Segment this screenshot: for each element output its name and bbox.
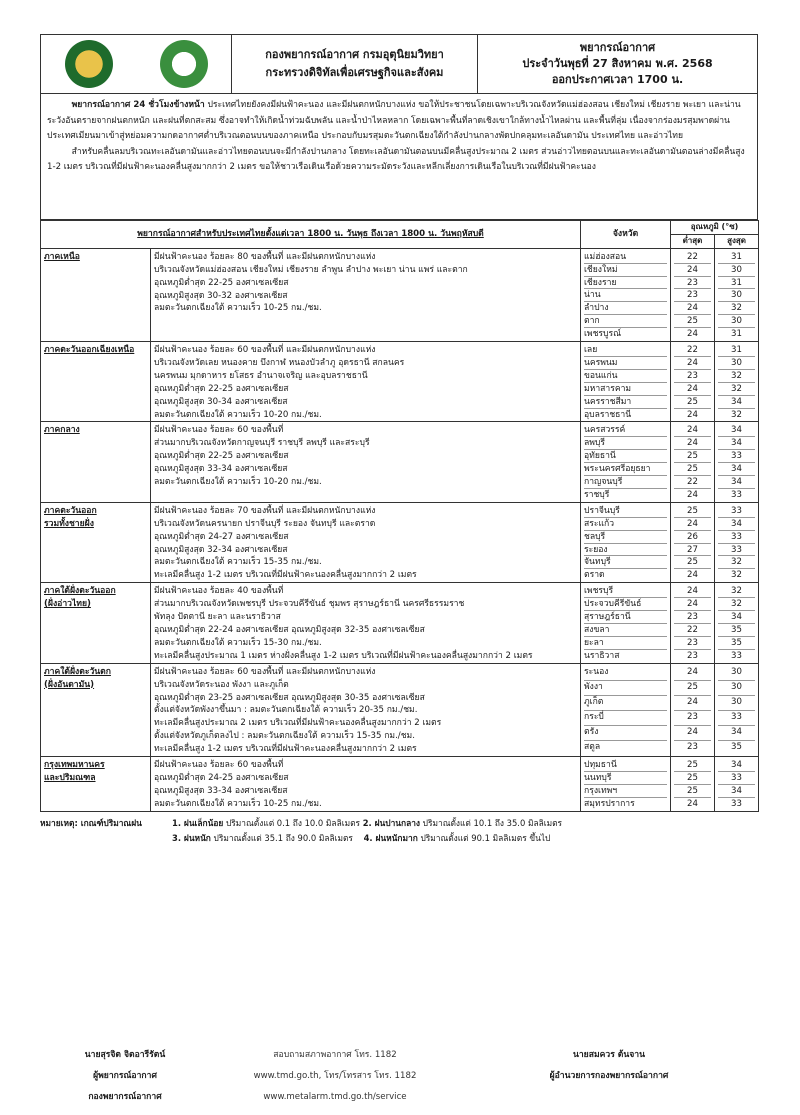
description-line: อุณหภูมิสูงสุด 33-34 องศาเซลเซียส <box>154 785 288 796</box>
max-temp: 32 <box>731 409 742 420</box>
province-name: ขอนแก่น <box>584 370 667 383</box>
director-title: ผู้อำนวยการกองพยากรณ์อากาศ <box>549 1071 669 1081</box>
min-temp: 22 <box>674 251 711 264</box>
description-line: อุณหภูมิต่ำสุด 24-25 องศาเซลเซียส <box>154 772 289 783</box>
max-temp: 34 <box>718 476 755 489</box>
director-signature <box>460 1045 758 1108</box>
max-temp: 32 <box>731 570 742 581</box>
min-temp: 24 <box>674 696 711 711</box>
province-name: ตาก <box>584 315 667 328</box>
description-line: มีฝนฟ้าคะนอง ร้อยละ 70 ของพื้นที่ และมีฝนตกหนักบางแห่ง <box>154 505 376 516</box>
min-temp: 23 <box>687 741 698 752</box>
min-temp: 25 <box>674 463 711 476</box>
min-temp: 24 <box>674 518 711 531</box>
max-temp: 32 <box>718 556 755 569</box>
description-line: อุณหภูมิต่ำสุด 22-24 องศาเซลเซียส อุณหภูมิสูงสุด 32-35 องศาเซลเซียส <box>154 624 425 635</box>
description-line: ทะเลมีคลื่นสูง 1-2 เมตร บริเวณที่มีฝนฟ้าคะนองคลื่นสูงมากกว่า 2 เมตร <box>154 570 417 581</box>
province-name: นครราชสีมา <box>584 396 667 409</box>
max-temp: 33 <box>718 544 755 557</box>
max-temp: 32 <box>718 598 755 611</box>
region-name-line: ภาคตะวันออกเฉียงเหนือ <box>44 345 135 356</box>
province-list <box>581 757 671 812</box>
min-temp: 23 <box>674 370 711 383</box>
min-temp: 25 <box>674 505 711 518</box>
region-name-line: ภาคใต้ฝั่งตะวันออก <box>44 586 116 597</box>
min-temp: 24 <box>674 357 711 370</box>
min-temp: 25 <box>674 785 711 798</box>
table-row <box>41 502 759 582</box>
min-temp: 25 <box>674 556 711 569</box>
summary-lead: พยากรณ์อากาศ 24 ชั่วโมงข้างหน้า <box>71 100 205 110</box>
min-temp-header: ต่ำสุด <box>671 234 715 248</box>
document-title: พยากรณ์อากาศ <box>579 41 656 54</box>
min-temp: 27 <box>674 544 711 557</box>
max-temp: 32 <box>718 585 755 598</box>
temperature-column-header: อุณหภูมิ (°ซ) <box>671 221 759 235</box>
description-line: ตั้งแต่จังหวัดภูเก็ตลงไป : ลมตะวันตกเฉียงใต้ ความเร็ว 15-35 กม./ชม. <box>154 731 415 742</box>
description-line: อุณหภูมิสูงสุด 30-32 องศาเซลเซียส <box>154 290 288 301</box>
description-line: มีฝนฟ้าคะนอง ร้อยละ 60 ของพื้นที่ และมีฝนตกหนักบางแห่ง <box>154 666 376 677</box>
min-temp: 24 <box>674 585 711 598</box>
min-temp: 25 <box>674 315 711 328</box>
province-name: กรุงเทพฯ <box>584 785 667 798</box>
min-temp: 23 <box>674 289 711 302</box>
org-name: กองพยากรณ์อากาศ กรมอุตุนิยมวิทยา <box>265 48 444 61</box>
note-item-4-title: 4. ฝนหนักมาก <box>363 832 418 843</box>
description-line: อุณหภูมิต่ำสุด 24-27 องศาเซลเซียส <box>154 531 289 542</box>
province-name: สงขลา <box>584 624 667 637</box>
max-temp-list <box>715 663 759 756</box>
min-temp: 24 <box>674 598 711 611</box>
min-temp: 25 <box>674 681 711 696</box>
min-temp: 25 <box>674 759 711 772</box>
max-temp-list <box>715 248 759 341</box>
province-name: ชลบุรี <box>584 531 667 544</box>
region-description <box>151 757 581 812</box>
max-temp: 33 <box>718 531 755 544</box>
table-body <box>41 248 759 811</box>
province-list <box>581 422 671 502</box>
province-name: จันทบุรี <box>584 556 667 569</box>
summary-paragraph-1 <box>47 98 751 145</box>
province-name: ประจวบคีรีขันธ์ <box>584 598 667 611</box>
region-description <box>151 502 581 582</box>
province-name: ลำปาง <box>584 302 667 315</box>
min-temp: 23 <box>674 611 711 624</box>
description-line: ลมตะวันตกเฉียงใต้ ความเร็ว 10-20 กม./ชม. <box>154 409 322 420</box>
province-name: สมุทรปราการ <box>584 798 635 809</box>
province-name: พระนครศรีอยุธยา <box>584 463 667 476</box>
description-line: บริเวณจังหวัดเลย หนองคาย บึงกาฬ หนองบัวลำภู อุดรธานี สกลนคร <box>154 357 405 368</box>
province-name: นครพนม <box>584 357 667 370</box>
province-name: ระนอง <box>584 666 667 681</box>
max-temp: 34 <box>718 396 755 409</box>
max-temp: 31 <box>718 251 755 264</box>
description-line: มีฝนฟ้าคะนอง ร้อยละ 40 ของพื้นที่ <box>154 586 284 597</box>
max-temp-list <box>715 422 759 502</box>
region-name-line: ภาคใต้ฝั่งตะวันตก <box>44 666 111 677</box>
note-item-1: ปริมาณตั้งแต่ 0.1 ถึง 10.0 มิลลิเมตร <box>225 817 361 828</box>
ministry-emblem-icon <box>160 40 208 88</box>
max-temp: 35 <box>731 741 742 752</box>
province-name: อุทัยธานี <box>584 450 667 463</box>
min-temp: 24 <box>687 570 698 581</box>
region-name-line: ภาคตะวันออก <box>44 505 97 516</box>
min-temp-list <box>671 502 715 582</box>
contact-service-link[interactable]: www.metalarm.tmd.go.th/service <box>263 1092 407 1102</box>
issue-time: ออกประกาศเวลา 1700 น. <box>551 73 684 86</box>
province-name: ปทุมธานี <box>584 759 667 772</box>
rain-criteria-note <box>40 816 758 846</box>
description-line: มีฝนฟ้าคะนอง ร้อยละ 60 ของพื้นที่ และมีฝนตกหนักบางแห่ง <box>154 345 376 356</box>
note-item-4: ปริมาณตั้งแต่ 90.1 มิลลิเมตร ขึ้นไป <box>420 832 551 843</box>
max-temp: 33 <box>718 772 755 785</box>
description-line: นครพนม มุกดาหาร ยโสธร อำนาจเจริญ และอุบลราชธานี <box>154 370 368 381</box>
province-list <box>581 583 671 663</box>
note-item-2: ปริมาณตั้งแต่ 10.1 ถึง 35.0 มิลลิเมตร <box>422 817 563 828</box>
max-temp: 31 <box>718 277 755 290</box>
table-row <box>41 342 759 422</box>
table-row <box>41 757 759 812</box>
description-line: อุณหภูมิสูงสุด 30-34 องศาเซลเซียส <box>154 396 288 407</box>
region-name-line: และปริมณฑล <box>44 772 96 783</box>
description-line: ส่วนมากบริเวณจังหวัดกาญจนบุรี ราชบุรี ลพบุรี และสระบุรี <box>154 438 370 449</box>
max-temp: 33 <box>718 450 755 463</box>
min-temp: 25 <box>674 396 711 409</box>
min-temp: 23 <box>674 637 711 650</box>
max-temp: 34 <box>718 785 755 798</box>
note-item-3-title: 3. ฝนหนัก <box>172 832 211 843</box>
region-description <box>151 663 581 756</box>
region-description <box>151 422 581 502</box>
max-temp: 32 <box>718 370 755 383</box>
max-temp: 34 <box>718 611 755 624</box>
document-header <box>40 34 758 94</box>
forecast-date: ประจำวันพุธที่ 27 สิงหาคม พ.ศ. 2568 <box>522 57 713 70</box>
table-row <box>41 583 759 663</box>
description-line: ลมตะวันตกเฉียงใต้ ความเร็ว 10-20 กม./ชม. <box>154 477 322 488</box>
region-description <box>151 342 581 422</box>
tmd-emblem-icon <box>65 40 113 88</box>
document-footer <box>40 1045 758 1108</box>
description-line: อุณหภูมิต่ำสุด 22-25 องศาเซลเซียส <box>154 277 289 288</box>
description-line: ลมตะวันตกเฉียงใต้ ความเร็ว 15-35 กม./ชม. <box>154 557 322 568</box>
description-line: ลมตะวันตกเฉียงใต้ ความเร็ว 10-25 กม./ชม. <box>154 303 322 314</box>
forecaster-name: นายสุรจิต จิตอารีรัตน์ <box>84 1050 166 1060</box>
min-temp: 23 <box>674 711 711 726</box>
description-line: มีฝนฟ้าคะนอง ร้อยละ 80 ของพื้นที่ และมีฝนตกหนักบางแห่ง <box>154 251 376 262</box>
max-temp: 30 <box>718 666 755 681</box>
max-temp: 34 <box>718 424 755 437</box>
max-temp-header: สูงสุด <box>715 234 759 248</box>
region-name-line: ภาคกลาง <box>44 425 80 436</box>
min-temp: 24 <box>674 437 711 450</box>
max-temp: 32 <box>718 383 755 396</box>
note-item-2-title: 2. ฝนปานกลาง <box>362 817 420 828</box>
min-temp: 24 <box>674 666 711 681</box>
province-column-header: จังหวัด <box>581 221 671 249</box>
region-description <box>151 583 581 663</box>
max-temp: 34 <box>718 759 755 772</box>
max-temp: 32 <box>718 302 755 315</box>
description-line: อุณหภูมิสูงสุด 33-34 องศาเซลเซียส <box>154 464 288 475</box>
province-name: ราชบุรี <box>584 489 610 500</box>
province-name: ภูเก็ต <box>584 696 667 711</box>
min-temp: 22 <box>674 624 711 637</box>
max-temp: 33 <box>731 650 742 661</box>
province-name: เลย <box>584 344 667 357</box>
region-name-line: (ฝั่งอ่าวไทย) <box>44 599 91 610</box>
province-list <box>581 248 671 341</box>
province-name: สตูล <box>584 741 601 752</box>
region-name-line: ภาคเหนือ <box>44 251 80 262</box>
max-temp: 34 <box>718 726 755 741</box>
description-line: มีฝนฟ้าคะนอง ร้อยละ 60 ของพื้นที่ <box>154 760 284 771</box>
province-name: ตรัง <box>584 726 667 741</box>
max-temp: 35 <box>718 637 755 650</box>
description-line: ลมตะวันตกเฉียงใต้ ความเร็ว 10-25 กม./ชม. <box>154 798 322 809</box>
table-row <box>41 663 759 756</box>
province-name: กระบี่ <box>584 711 667 726</box>
max-temp: 33 <box>731 798 742 809</box>
region-name-line: (ฝั่งอันดามัน) <box>44 679 95 690</box>
description-line: ทะเลมีคลื่นสูงประมาณ 2 เมตร บริเวณที่มีฝนฟ้าคะนองคลื่นสูงมากกว่า 2 เมตร <box>154 718 442 729</box>
contact-website: www.tmd.go.th, โทร/โทรสาร โทร. 1182 <box>253 1071 417 1081</box>
description-line: มีฝนฟ้าคะนอง ร้อยละ 60 ของพื้นที่ <box>154 425 284 436</box>
region-name <box>41 248 151 341</box>
summary-text-2: สำหรับคลื่นลมบริเวณทะเลอันดามันและอ่าวไทยตอนบนจะมีกำลังปานกลาง โดยทะเลอันดามันตอนบนมีคลื่นสูงประมาณ 2 เมตร ส่วนอ่าวไทยตอนบนและทะเลอันดามันตอนล่างมีคลื่นสูง 1-2 เมตร บริเวณที่มีฝนฟ้าคะนองคลื่นสูงมากกว่า 2 เมตร ขอให้ชาวเรือเดินเรือด้วยความระมัดระวังและหลีกเลี่ยงการเดินเรือในบริเวณที่มีฝนฟ้าคะนอง <box>47 146 745 172</box>
min-temp: 24 <box>674 383 711 396</box>
description-line: พัทลุง ปัตตานี ยะลา และนราธิวาส <box>154 612 281 623</box>
province-name: นนทบุรี <box>584 772 667 785</box>
min-temp: 23 <box>674 277 711 290</box>
max-temp-list <box>715 502 759 582</box>
min-temp: 24 <box>674 264 711 277</box>
ministry-name: กระทรวงดิจิทัลเพื่อเศรษฐกิจและสังคม <box>265 66 444 79</box>
description-line: อุณหภูมิต่ำสุด 22-25 องศาเซลเซียส <box>154 451 289 462</box>
organization-block <box>232 35 478 93</box>
max-temp: 31 <box>731 329 742 340</box>
description-line: ส่วนมากบริเวณจังหวัดเพชรบุรี ประจวบคีรีขันธ์ ชุมพร สุราษฎร์ธานี นครศรีธรรมราช <box>154 599 465 610</box>
max-temp: 30 <box>718 289 755 302</box>
province-list <box>581 342 671 422</box>
max-temp: 35 <box>718 624 755 637</box>
province-list <box>581 663 671 756</box>
description-line: บริเวณจังหวัดระนอง พังงา และภูเก็ต <box>154 679 289 690</box>
max-temp: 33 <box>718 711 755 726</box>
forecaster-title: ผู้พยากรณ์อากาศ <box>93 1071 157 1081</box>
max-temp: 30 <box>718 696 755 711</box>
province-name: ลพบุรี <box>584 437 667 450</box>
max-temp: 31 <box>718 344 755 357</box>
province-name: เพชรบูรณ์ <box>584 329 622 340</box>
province-name: มหาสารคาม <box>584 383 667 396</box>
region-name <box>41 342 151 422</box>
max-temp: 33 <box>718 505 755 518</box>
max-temp-list <box>715 342 759 422</box>
region-description <box>151 248 581 341</box>
summary-text-1: ประเทศไทยยังคงมีฝนฟ้าคะนอง และมีฝนตกหนักบางแห่ง ขอให้ประชาชนโดยเฉพาะบริเวณจังหวัดแม่ฮ่องสอน เชียงใหม่ เชียงราย พะเยา และน่าน ระวังอันตรายจากฝนตกหนัก และฝนที่ตกสะสม ซึ่งอาจทำให้เกิดน้ำท่วมฉับพลัน และน้ำป่าไหลหลาก โดยเฉพาะพื้นที่ลาดเชิงเขาใกล้ทางน้ำไหลผ่าน และพื้นที่ลุ่ม เนื่องจากร่องมรสุมพาดผ่านประเทศเมียนมาเข้าสู่หย่อมความกดอากาศต่ำบริเวณตอนบนของภาคเหนือ ประกอบกับมรสุมตะวันตกเฉียงใต้กำลังปานกลางพัดปกคลุมทะเลอันดามัน ประเทศไทย และอ่าวไทย <box>47 100 741 141</box>
description-line: บริเวณจังหวัดแม่ฮ่องสอน เชียงใหม่ เชียงราย ลำพูน ลำปาง พะเยา น่าน แพร่ และตาก <box>154 264 468 275</box>
min-temp-list <box>671 342 715 422</box>
max-temp: 34 <box>718 437 755 450</box>
logos <box>41 35 232 93</box>
description-line: อุณหภูมิต่ำสุด 22-25 องศาเซลเซียส <box>154 383 289 394</box>
min-temp: 24 <box>687 409 698 420</box>
province-name: ยะลา <box>584 637 667 650</box>
province-name: พังงา <box>584 681 667 696</box>
forecaster-signature <box>40 1045 210 1108</box>
province-name: ตราด <box>584 570 605 581</box>
province-name: สระแก้ว <box>584 518 667 531</box>
min-temp: 22 <box>674 476 711 489</box>
min-temp: 24 <box>687 489 698 500</box>
region-name <box>41 502 151 582</box>
description-line: อุณหภูมิต่ำสุด 23-25 องศาเซลเซียส อุณหภูมิสูงสุด 30-35 องศาเซลเซียส <box>154 692 425 703</box>
description-line: ทะเลมีคลื่นสูงประมาณ 1 เมตร ห่างฝั่งคลื่นสูง 1-2 เมตร บริเวณที่มีฝนฟ้าคะนองคลื่นสูงมากกว่า 2 เมตร <box>154 650 533 661</box>
region-name <box>41 583 151 663</box>
description-line: ทะเลมีคลื่นสูง 1-2 เมตร บริเวณที่มีฝนฟ้าคะนองคลื่นสูงมากกว่า 2 เมตร <box>154 744 417 755</box>
province-name: ระยอง <box>584 544 667 557</box>
regional-forecast-table <box>40 220 759 812</box>
title-block <box>478 35 757 93</box>
table-heading: พยากรณ์อากาศสำหรับประเทศไทยตั้งแต่เวลา 1800 น. วันพุธ ถึงเวลา 1800 น. วันพฤหัสบดี <box>41 221 581 249</box>
min-temp: 24 <box>687 329 698 340</box>
note-label: หมายเหตุ: เกณฑ์ปริมาณฝน <box>40 817 142 828</box>
max-temp: 30 <box>718 264 755 277</box>
max-temp: 33 <box>731 489 742 500</box>
summary-paragraph-2 <box>47 145 751 176</box>
province-name: อุบลราชธานี <box>584 409 632 420</box>
region-name <box>41 663 151 756</box>
table-row <box>41 248 759 341</box>
min-temp: 24 <box>674 726 711 741</box>
min-temp: 25 <box>674 772 711 785</box>
max-temp: 34 <box>718 518 755 531</box>
max-temp-list <box>715 583 759 663</box>
province-name: นครสวรรค์ <box>584 424 667 437</box>
min-temp: 24 <box>687 798 698 809</box>
min-temp-list <box>671 663 715 756</box>
min-temp: 25 <box>674 450 711 463</box>
province-name: นราธิวาส <box>584 650 620 661</box>
min-temp-list <box>671 248 715 341</box>
description-line: อุณหภูมิสูงสุด 32-34 องศาเซลเซียส <box>154 544 288 555</box>
province-name: กาญจนบุรี <box>584 476 667 489</box>
description-line: ตั้งแต่จังหวัดพังงาขึ้นมา : ลมตะวันตกเฉียงใต้ ความเร็ว 20-35 กม./ชม. <box>154 705 418 716</box>
min-temp-list <box>671 583 715 663</box>
province-name: น่าน <box>584 289 667 302</box>
province-name: แม่ฮ่องสอน <box>584 251 667 264</box>
max-temp-list <box>715 757 759 812</box>
table-row <box>41 422 759 502</box>
region-name-line: กรุงเทพมหานคร <box>44 760 105 771</box>
contact-phone: สอบถามสภาพอากาศ โทร. 1182 <box>273 1050 397 1060</box>
contact-info <box>210 1045 460 1108</box>
max-temp: 34 <box>718 463 755 476</box>
province-name: เชียงราย <box>584 277 667 290</box>
min-temp-list <box>671 422 715 502</box>
forecast-document <box>40 34 758 846</box>
min-temp: 22 <box>674 344 711 357</box>
min-temp-list <box>671 757 715 812</box>
min-temp: 26 <box>674 531 711 544</box>
province-list <box>581 502 671 582</box>
min-temp: 23 <box>687 650 698 661</box>
forecast-summary <box>40 94 758 220</box>
note-items <box>172 816 562 846</box>
min-temp: 24 <box>674 302 711 315</box>
max-temp: 30 <box>718 357 755 370</box>
director-name: นายสมควร ต้นจาน <box>572 1050 646 1060</box>
min-temp: 24 <box>674 424 711 437</box>
note-item-1-title: 1. ฝนเล็กน้อย <box>172 817 224 828</box>
region-name <box>41 757 151 812</box>
max-temp: 30 <box>718 681 755 696</box>
forecaster-division: กองพยากรณ์อากาศ <box>88 1092 162 1102</box>
description-line: ลมตะวันตกเฉียงใต้ ความเร็ว 15-30 กม./ชม. <box>154 637 322 648</box>
description-line: บริเวณจังหวัดนครนายก ปราจีนบุรี ระยอง จันทบุรี และตราด <box>154 518 376 529</box>
max-temp: 30 <box>718 315 755 328</box>
province-name: เชียงใหม่ <box>584 264 667 277</box>
province-name: สุราษฎร์ธานี <box>584 611 667 624</box>
province-name: ปราจีนบุรี <box>584 505 667 518</box>
region-name-line: รวมทั้งชายฝั่ง <box>44 518 94 529</box>
note-item-3: ปริมาณตั้งแต่ 35.1 ถึง 90.0 มิลลิเมตร <box>213 832 353 843</box>
table-header-row <box>41 221 759 235</box>
province-name: เพชรบุรี <box>584 585 667 598</box>
region-name <box>41 422 151 502</box>
